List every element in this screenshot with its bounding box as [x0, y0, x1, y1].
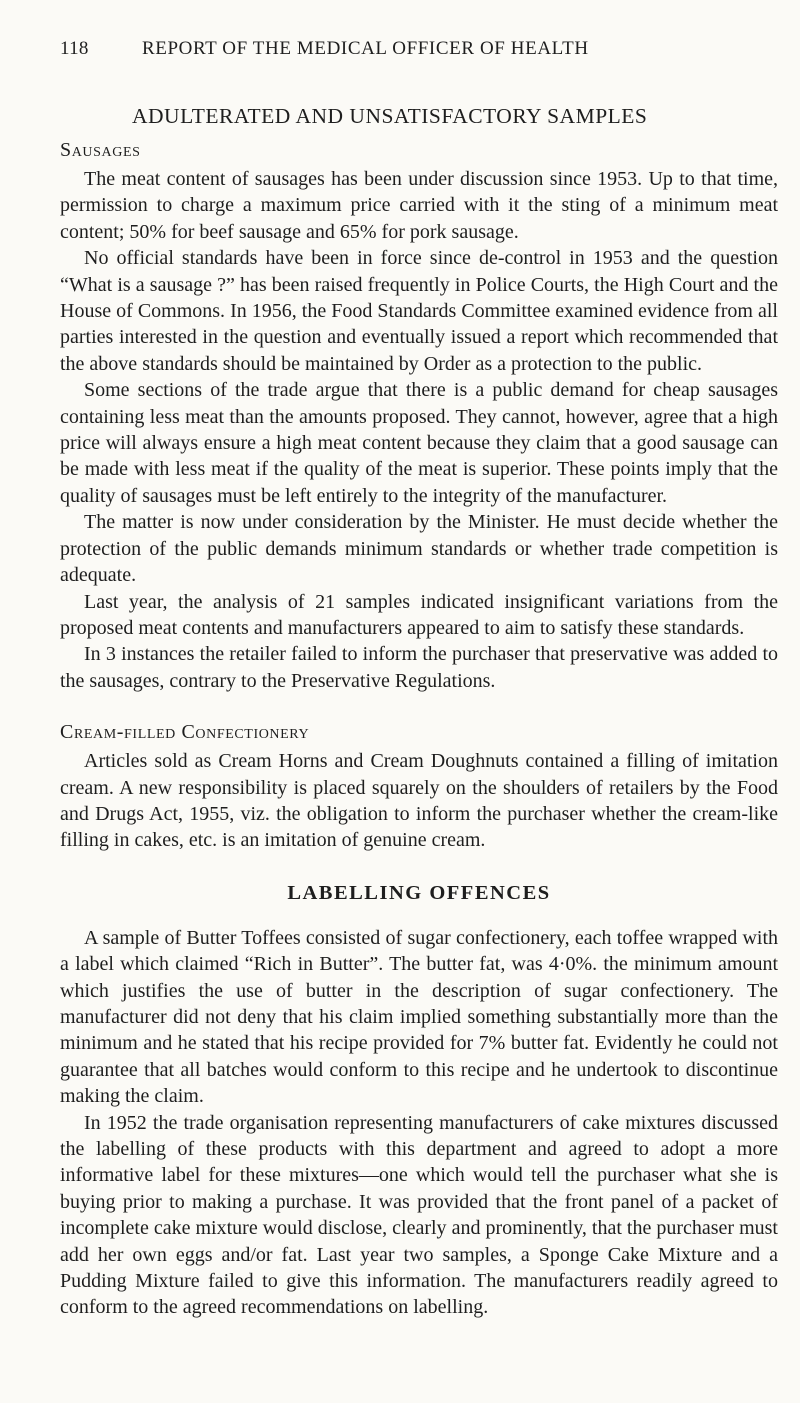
sausages-paragraph: Last year, the analysis of 21 samples indicated insignificant variations from the proposed meat contents and manufacturers appeared to aim to satisfy these standards.	[60, 590, 778, 639]
sausages-paragraph: The matter is now under consideration by the Minister. He must decide whether the protection of the public demands minimum standards or whether trade competition is adequate.	[60, 511, 778, 587]
labelling-paragraph: A sample of Butter Toffees consisted of sugar confectionery, each toffee wrapped with a label which claimed “Rich in Butter”. The butter fat, was 4·0%. the minimum amount which justifies the use of butter in the description of sugar confectionery. The manufacturer did not deny that his claim implied something substantially more than the minimum and he stated that his recipe provided for 7% butter fat. Evidently he could not guarantee that all batches would conform to this recipe and he undertook to discontinue making the claim.	[60, 926, 778, 1108]
sausages-paragraph: The meat content of sausages has been under discussion since 1953. Up to that time, permission to charge a maximum price carried with it the sting of a minimum meat content; 50% for beef sausage and 65% for pork sausage.	[60, 168, 778, 243]
labelling-paragraph: In 1952 the trade organisation representing manufacturers of cake mixtures discussed the labelling of these products with this department and agreed to adopt a more informative label for these mixtures—one which would tell the purchaser what she is buying prior to making a purchase. It was provided that the front panel of a packet of incomplete cake mixture would disclose, clearly and prominently, that the purchaser must add her own eggs and/or fat. Last year two samples, a Sponge Cake Mixture and a Pudding Mixture failed to give this information. The manufacturers readily agreed to conform to the agreed recommendations on labelling.	[60, 1111, 778, 1319]
sausages-paragraph: In 3 instances the retailer failed to inform the purchaser that preservative was added to the sausages, contrary to the Preservative Regulations.	[60, 643, 778, 692]
running-header	[60, 30, 778, 64]
labelling-heading: LABELLING OFFENCES	[287, 881, 551, 904]
running-title: REPORT OF THE MEDICAL OFFICER OF HEALTH	[142, 38, 589, 59]
document-page	[60, 30, 778, 1321]
cream-heading: Cream-filled Confectionery	[60, 721, 310, 744]
page-number: 118	[60, 38, 89, 59]
sausages-paragraph: No official standards have been in force since de-control in 1953 and the question “What is a sausage ?” has been raised frequently in Police Courts, the High Court and the House of Commons. In 1956, the Food Standards Committee examined evidence from all parties interested in the question and eventually issued a report which recommended that the above standards should be maintained by Order as a protection to the public.	[60, 247, 778, 375]
section-title: ADULTERATED AND UNSATISFACTORY SAMPLES	[132, 104, 648, 128]
sausages-heading: Sausages	[60, 139, 141, 161]
sausages-paragraph: Some sections of the trade argue that there is a public demand for cheap sausages containing less meat than the amounts proposed. They cannot, however, agree that a high price will always ensure a high meat content because they claim that a good sausage can be made with less meat if the quality of the meat is superior. These points imply that the quality of sausages must be left entirely to the integrity of the manufacturer.	[60, 379, 778, 507]
cream-paragraph: Articles sold as Cream Horns and Cream Doughnuts contained a filling of imitation cream. A new responsibility is placed squarely on the shoulders of retailers by the Food and Drugs Act, 1955, viz. the obligation to inform the purchaser whether the cream-like filling in cakes, etc. is an imitation of genuine cream.	[60, 750, 778, 852]
